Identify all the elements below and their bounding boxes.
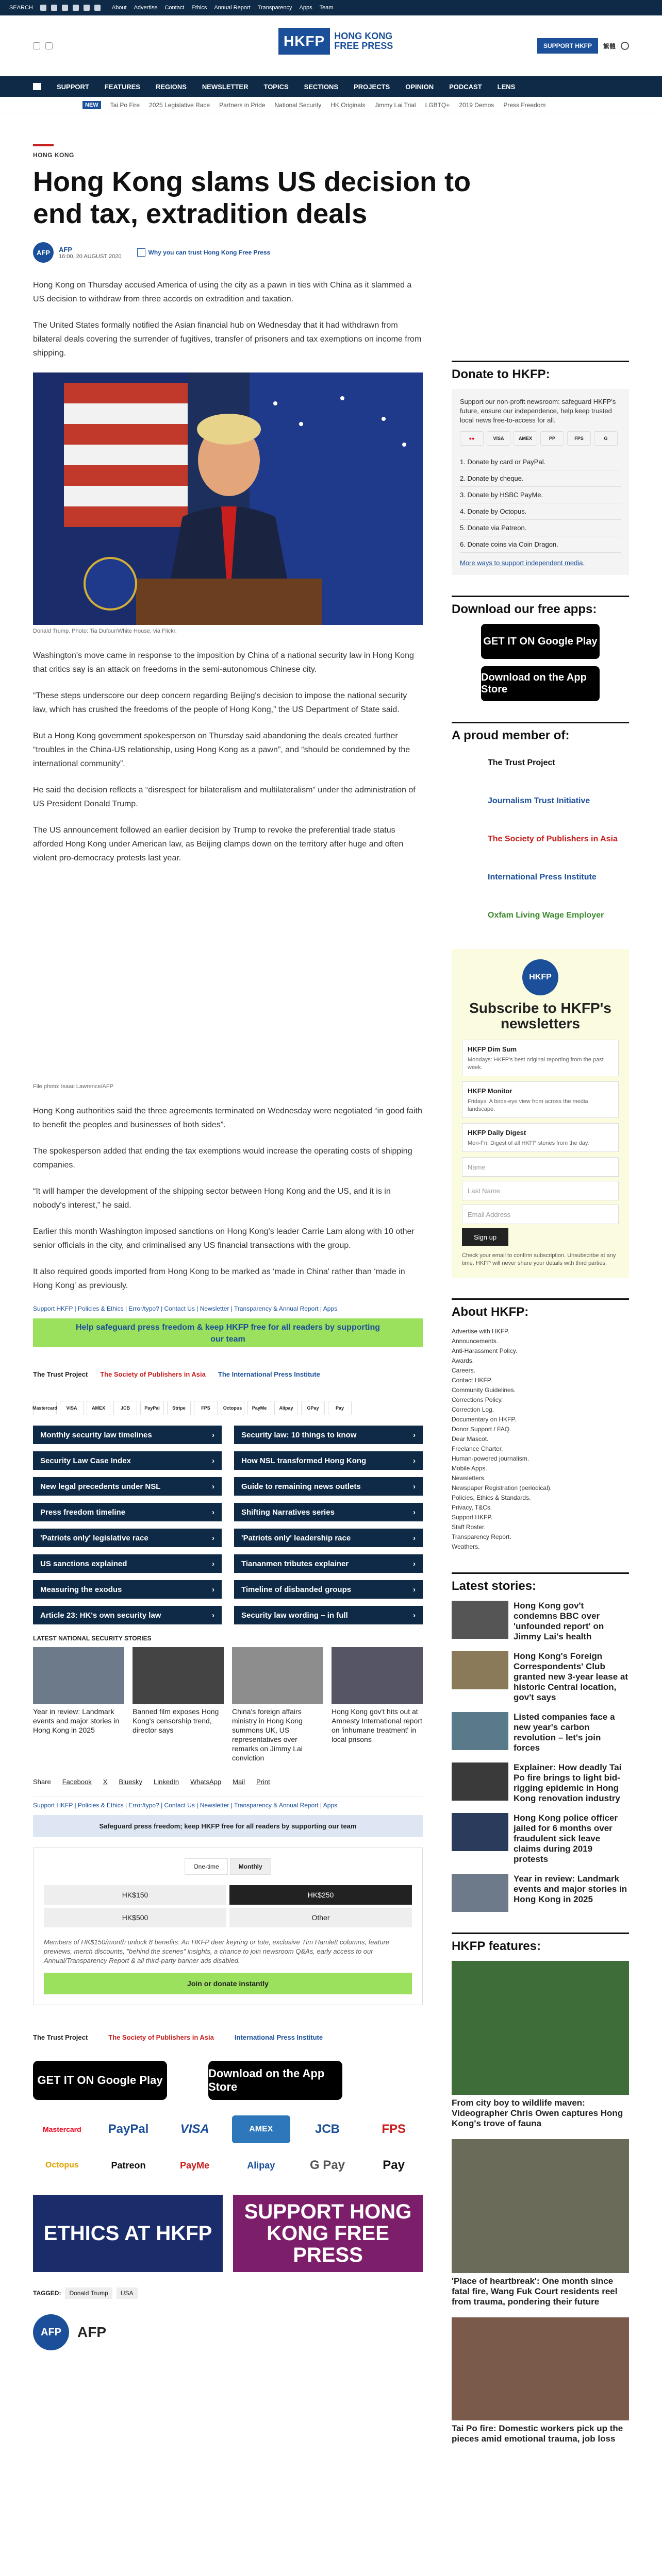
arrow-icon: › <box>413 1585 416 1594</box>
app-store-button[interactable]: Download on the App Store <box>481 666 600 701</box>
tags-label: TAGGED: <box>33 2290 61 2297</box>
arrow-icon: › <box>413 1611 416 1620</box>
header-right <box>537 38 629 54</box>
about-link[interactable]: Announcements. <box>452 1337 499 1345</box>
new-badge: NEW <box>82 101 101 109</box>
trending-subnav <box>0 97 662 113</box>
gpay-icon[interactable]: GPay <box>301 1401 325 1415</box>
main-nav <box>0 76 662 97</box>
nsl-link[interactable]: Timeline of disbanded groups › <box>234 1580 423 1599</box>
nsl-link[interactable]: Guide to remaining news outlets › <box>234 1477 423 1496</box>
subnav-item[interactable]: Jimmy Lai Trial <box>374 101 416 109</box>
about-link[interactable]: Anti-Harassment Policy. <box>452 1347 518 1354</box>
topbar-link-team[interactable]: Team <box>319 5 334 11</box>
user-icon[interactable] <box>621 42 629 50</box>
nsl-link[interactable]: Measuring the exodus › <box>33 1580 222 1599</box>
paragraph: “These steps underscore our deep concern regarding Beijing's decision to impose the national security law, which has crushed the freedoms of the people of Hong Kong,” the US Department of State said. <box>33 691 407 714</box>
nsl-link[interactable]: Press freedom timeline › <box>33 1503 222 1521</box>
name-input[interactable]: Name <box>462 1157 619 1177</box>
google-play-button[interactable]: GET IT ON Google Play <box>33 2061 167 2100</box>
latest-security-title: LATEST NATIONAL SECURITY STORIES <box>33 1635 152 1642</box>
trust-project-logo[interactable]: The Trust Project <box>488 758 555 767</box>
tag[interactable]: Donald Trump <box>65 2287 112 2299</box>
story-thumbnail <box>452 1651 508 1689</box>
nsl-link[interactable]: Monthly security law timelines › <box>33 1426 222 1444</box>
story-item[interactable]: Hong Kong's Foreign Correspondents' Club granted new 3-year lease at historic Central location, gov't says <box>452 1651 629 1703</box>
latest-stories-title: Latest stories: <box>452 1572 629 1594</box>
sidebar <box>452 361 629 2454</box>
ipi-logo[interactable]: International Press Institute <box>234 2033 323 2041</box>
story-thumbnail <box>452 1874 508 1912</box>
amount-option[interactable]: Other <box>229 1908 412 1927</box>
nav-podcast[interactable]: PODCAST <box>449 82 482 91</box>
membership-benefits: Members of HK$150/month unlock 8 benefits: An HKFP deer keyring or tote, exclusive Tim Hamlett columns, feature previews, merch discounts, "behind the scenes" insights, a chance to join newsroom Q&As, early access to our Annual/Transparency Report & all third-party banner ads disabled. <box>44 1938 390 1964</box>
oxfam-logo[interactable]: Oxfam Living Wage Employer <box>488 911 604 920</box>
story-thumbnail <box>452 1712 508 1750</box>
article-photo <box>33 372 423 625</box>
payment-cards <box>33 1401 423 1415</box>
applepay-icon[interactable]: Pay <box>328 1401 352 1415</box>
share-bluesky[interactable]: Bluesky <box>119 1778 142 1786</box>
search-link[interactable]: SEARCH <box>9 5 33 11</box>
subnav-item[interactable]: National Security <box>274 101 322 109</box>
partner-logos <box>33 1363 423 1385</box>
amex-icon[interactable]: AMEX <box>87 1401 110 1415</box>
gpay-icon[interactable]: G <box>594 431 618 446</box>
applepay-logo[interactable]: Pay <box>383 2158 405 2172</box>
site-logo[interactable] <box>278 28 393 55</box>
about-link[interactable]: Correction Log. <box>452 1406 494 1413</box>
trust-project-logo[interactable]: The Trust Project <box>33 2033 88 2041</box>
subnav-item[interactable]: LGBTQ+ <box>425 101 450 109</box>
amount-option[interactable]: HK$500 <box>44 1908 226 1927</box>
donate-option[interactable]: 1. Donate by card or PayPal. <box>460 454 621 470</box>
arrow-icon: › <box>212 1507 214 1517</box>
about-link[interactable]: Contact HKFP. <box>452 1377 492 1384</box>
monthly-option[interactable]: Monthly <box>230 1858 271 1875</box>
search-icon[interactable] <box>45 42 53 49</box>
payment-logos <box>33 2115 423 2179</box>
nav-topics[interactable]: TOPICS <box>263 82 289 91</box>
patreon-logo[interactable]: Patreon <box>111 2160 146 2171</box>
arrow-icon: › <box>212 1430 214 1439</box>
tags-row <box>33 2287 423 2299</box>
visa-logo[interactable]: VISA <box>180 2122 209 2136</box>
about-link[interactable]: Mobile Apps. <box>452 1465 487 1472</box>
topbar-link-ethics[interactable]: Ethics <box>191 5 207 11</box>
trust-project-logo[interactable]: The Trust Project <box>33 1370 88 1378</box>
about-link[interactable]: Awards. <box>452 1357 474 1364</box>
arrow-icon: › <box>413 1456 416 1465</box>
jcb-logo[interactable]: JCB <box>315 2122 340 2136</box>
topbar-link-contact[interactable]: Contact <box>164 5 185 11</box>
amount-options <box>44 1885 412 1927</box>
trust-icon <box>137 248 145 257</box>
paypal-icon[interactable]: PP <box>540 431 564 446</box>
octopus-logo[interactable]: Octopus <box>45 2161 79 2170</box>
share-bar <box>33 1778 423 1786</box>
about-link[interactable]: Community Guidelines. <box>452 1386 516 1394</box>
footer-partner-logos <box>33 2026 423 2048</box>
share-whatsapp[interactable]: WhatsApp <box>190 1778 222 1786</box>
arrow-icon: › <box>413 1559 416 1568</box>
story-thumbnail <box>452 1762 508 1801</box>
author-name[interactable]: AFP <box>77 2324 106 2340</box>
nsl-link[interactable]: Article 23: HK's own security law › <box>33 1606 222 1624</box>
article-title: Hong Kong slams US decision to end tax, extradition deals <box>33 166 471 229</box>
newsletter-option[interactable]: HKFP Dim Sum Mondays: HKFP's best original reporting from the past week. <box>462 1040 619 1076</box>
about-link[interactable]: Freelance Charter. <box>452 1445 503 1452</box>
support-banner[interactable]: Help safeguard press freedom & keep HKFP free for all readers by supporting our team <box>33 1318 423 1347</box>
latest-security-stories <box>33 1647 423 1762</box>
nsl-link[interactable]: New legal precedents under NSL › <box>33 1477 222 1496</box>
nsl-link[interactable]: 'Patriots only' legislative race › <box>33 1529 222 1547</box>
donate-text[interactable]: Support our non-profit newsroom: safeguard HKFP's future, ensure our independence, help keep trusted local news free-to-access for all. <box>460 398 616 424</box>
safeguard-banner[interactable]: Safeguard press freedom; keep HKFP free for all readers by supporting our team <box>33 1815 423 1837</box>
nav-newsletter[interactable]: NEWSLETTER <box>202 82 249 91</box>
about-link[interactable]: Policies, Ethics & Standards. <box>452 1494 531 1501</box>
header-left-icons <box>33 42 53 49</box>
nsl-link[interactable]: 'Patriots only' leadership race › <box>234 1529 423 1547</box>
fps-icon[interactable]: FPS <box>194 1401 218 1415</box>
story-thumbnail <box>332 1647 423 1704</box>
donate-options <box>460 454 621 553</box>
arrow-icon: › <box>212 1559 214 1568</box>
article-body <box>33 278 423 2350</box>
author-name[interactable]: AFP <box>59 245 72 253</box>
feature-card[interactable]: 'Place of heartbreak': One month since fatal fire, Wang Fuk Court residents reel from trauma, pondering their future <box>452 2139 629 2307</box>
topbar-link-advertise[interactable]: Advertise <box>134 5 158 11</box>
amount-option[interactable]: HK$150 <box>44 1885 226 1905</box>
about-link[interactable]: Newsletters. <box>452 1475 486 1482</box>
story-thumbnail <box>452 1813 508 1851</box>
last-name-input[interactable]: Last Name <box>462 1181 619 1200</box>
nsl-link[interactable]: Security law: 10 things to know › <box>234 1426 423 1444</box>
newsletter-box <box>452 949 629 1278</box>
about-link[interactable]: Donor Support / FAQ. <box>452 1426 511 1433</box>
story-card[interactable]: Banned film exposes Hong Kong's censorship trend, director says <box>133 1647 224 1762</box>
subnav-item[interactable]: HK Originals <box>330 101 366 109</box>
newsletter-title: Subscribe to HKFP's newsletters <box>469 1000 611 1031</box>
paragraph: The United States formally notified the Asian financial hub on Wednesday that it had withdrawn from bilateral deals covering the surrender of fugitives, transfer of prisoners and tax exemptions on income from shipping. <box>33 321 422 358</box>
app-download-buttons <box>33 2061 423 2100</box>
amex-logo[interactable]: AMEX <box>232 2115 290 2143</box>
arrow-icon: › <box>413 1482 416 1491</box>
arrow-icon: › <box>212 1611 214 1620</box>
paragraph: “It will hamper the development of the shipping sector between Hong Kong and the US, and it is in nobody's interest,” he said. <box>33 1187 391 1210</box>
about-link[interactable]: Privacy, T&Cs. <box>452 1504 492 1511</box>
author-box <box>33 2314 423 2350</box>
app-store-button[interactable]: Download on the App Store <box>208 2061 342 2100</box>
donate-option[interactable]: 5. Donate via Patreon. <box>460 520 621 536</box>
linkedin-icon[interactable] <box>73 5 79 11</box>
topbar-link-about[interactable]: About <box>111 5 127 11</box>
features-title: HKFP features: <box>452 1933 629 1954</box>
about-link[interactable]: Documentary on HKFP. <box>452 1416 517 1423</box>
menu-icon[interactable] <box>33 42 40 49</box>
subnav-item[interactable]: Tai Po Fire <box>110 101 140 109</box>
about-title: About HKFP: <box>452 1298 629 1319</box>
about-link[interactable]: Advertise with HKFP. <box>452 1328 509 1335</box>
logo-text: HONG KONG FREE PRESS <box>334 31 393 51</box>
share-facebook[interactable]: Facebook <box>62 1778 92 1786</box>
paragraph: The spokesperson added that ending the tax exemptions would increase the operating costs of shipping companies. <box>33 1147 412 1170</box>
jcb-icon[interactable]: JCB <box>113 1401 137 1415</box>
stripe-icon[interactable]: Stripe <box>167 1401 191 1415</box>
share-mail[interactable]: Mail <box>233 1778 245 1786</box>
article-category[interactable]: HONG KONG <box>33 151 74 159</box>
arrow-icon: › <box>413 1533 416 1543</box>
nav-lens[interactable]: LENS <box>497 82 516 91</box>
member-title: A proud member of: <box>452 722 629 743</box>
photo-caption: Donald Trump. Photo: Tia Dufour/White House, via Flickr. <box>33 628 177 634</box>
hkfp-badge: HKFP <box>522 959 558 995</box>
ipi-logo[interactable]: The International Press Institute <box>218 1370 320 1378</box>
arrow-icon: › <box>413 1430 416 1439</box>
newsletter-disclaimer: Check your email to confirm subscription. Unsubscribe at any time. HKFP will never share your details with third parties. <box>462 1252 616 1266</box>
topbar-links <box>112 5 334 11</box>
arrow-icon: › <box>212 1456 214 1465</box>
join-button[interactable]: Join or donate instantly <box>44 1973 412 1994</box>
publish-date: 16:00, 20 AUGUST 2020 <box>59 253 122 260</box>
x-icon[interactable] <box>51 5 57 11</box>
nav-sections[interactable]: SECTIONS <box>304 82 339 91</box>
about-link[interactable]: Support HKFP. <box>452 1514 493 1521</box>
topbar-link-apps[interactable]: Apps <box>299 5 312 11</box>
mastercard-icon[interactable]: Mastercard <box>33 1401 57 1415</box>
support-links-row[interactable]: Support HKFP | Policies & Ethics | Error/typo? | Contact Us | Newsletter | Transparency & Annual Report | Apps <box>33 1796 423 1809</box>
frequency-toggle <box>44 1858 412 1875</box>
nsl-link[interactable]: Security law wording – in full › <box>234 1606 423 1624</box>
payme-logo[interactable]: PayMe <box>180 2160 210 2171</box>
visa-icon[interactable]: VISA <box>60 1401 84 1415</box>
nsl-link[interactable]: Security Law Case Index › <box>33 1451 222 1470</box>
google-play-button[interactable]: GET IT ON Google Play <box>481 624 600 659</box>
social-icons <box>40 5 101 11</box>
sidebar-app-buttons <box>452 624 629 701</box>
about-link[interactable]: Human-powered journalism. <box>452 1455 529 1462</box>
donate-title: Donate to HKFP: <box>452 361 629 382</box>
paragraph: But a Hong Kong government spokesperson on Thursday said abandoning the deals created further “troubles in the China-US relationship, using Hong Kong as a pawn”, and “should be condemned by the international community”. <box>33 732 410 768</box>
rss-icon[interactable] <box>94 5 101 11</box>
subnav-item[interactable]: 2025 Legislative Race <box>149 101 210 109</box>
story-thumbnail <box>33 1647 124 1704</box>
nav-support[interactable]: SUPPORT <box>57 82 89 91</box>
alipay-icon[interactable]: Alipay <box>274 1401 298 1415</box>
payme-icon[interactable]: PayMe <box>247 1401 271 1415</box>
about-link[interactable]: Newspaper Registration (periodical). <box>452 1484 552 1492</box>
paragraph: Hong Kong on Thursday accused America of using the city as a pawn in ties with China as it slammed a US decision to withdraw from three accords on extradition and taxation. <box>33 281 412 303</box>
topbar-link-transparency[interactable]: Transparency <box>257 5 292 11</box>
nsl-link[interactable]: Tiananmen tributes explainer › <box>234 1554 423 1573</box>
sopa-logo[interactable]: The Society of Publishers in Asia <box>100 1370 206 1378</box>
subnav-item[interactable]: 2019 Demos <box>459 101 494 109</box>
feature-card[interactable]: From city boy to wildlife maven: Videographer Chris Owen captures Hong Kong's trove of fauna <box>452 1961 629 2129</box>
mastercard-logo[interactable]: Mastercard <box>42 2125 81 2133</box>
feature-image <box>452 1961 629 2095</box>
author-avatar[interactable]: AFP <box>33 242 54 263</box>
story-thumbnail <box>133 1647 224 1704</box>
subnav-item[interactable]: Partners in Pride <box>219 101 266 109</box>
logo-mark: HKFP <box>278 28 330 55</box>
about-link[interactable]: Corrections Policy. <box>452 1396 503 1403</box>
story-card[interactable]: Year in review: Landmark events and major stories in Hong Kong in 2025 <box>33 1647 124 1762</box>
photo-caption: File photo: Isaac Lawrence/AFP <box>33 1083 113 1090</box>
share-linkedin[interactable]: LinkedIn <box>154 1778 179 1786</box>
about-link[interactable]: Weathers. <box>452 1543 480 1550</box>
topbar-link-annual-report[interactable]: Annual Report <box>214 5 251 11</box>
newsletter-option[interactable]: HKFP Monitor Fridays: A birds-eye view from across the media landscape. <box>462 1081 619 1118</box>
nav-regions[interactable]: REGIONS <box>155 82 187 91</box>
share-print[interactable]: Print <box>256 1778 270 1786</box>
story-item[interactable]: Hong Kong police officer jailed for 6 months over fraudulent sick leave claims during 2019 protests <box>452 1813 629 1865</box>
arrow-icon: › <box>413 1507 416 1517</box>
fps-logo[interactable]: FPS <box>382 2122 406 2136</box>
feature-image <box>452 2139 629 2273</box>
paragraph: It also required goods imported from Hong Kong to be marked as ‘made in China' rather than ‘made in Hong Kong' as previously. <box>33 1267 405 1290</box>
alipay-logo[interactable]: Alipay <box>247 2160 275 2171</box>
donate-option[interactable]: 3. Donate by HSBC PayMe. <box>460 487 621 503</box>
nav-projects[interactable]: PROJECTS <box>354 82 390 91</box>
ethics-banner[interactable]: ETHICS AT HKFP <box>33 2195 223 2272</box>
donate-option[interactable]: 6. Donate coins via Coin Dragon. <box>460 536 621 553</box>
author-avatar[interactable]: AFP <box>33 2314 69 2350</box>
site-header <box>0 15 662 76</box>
signup-button[interactable]: Sign up <box>462 1228 508 1246</box>
nsl-link[interactable]: Shifting Narratives series › <box>234 1503 423 1521</box>
nav-opinion[interactable]: OPINION <box>405 82 434 91</box>
facebook-icon[interactable] <box>40 5 46 11</box>
fps-icon[interactable]: FPS <box>567 431 591 446</box>
ad-placeholder <box>33 877 423 1083</box>
latest-stories-list <box>452 1601 629 1912</box>
arrow-icon: › <box>212 1585 214 1594</box>
paypal-logo[interactable]: PayPal <box>108 2122 149 2136</box>
visa-icon[interactable]: VISA <box>487 431 510 446</box>
paragraph: The US announcement followed an earlier decision by Trump to revoke the preferential trade status afforded Hong Kong under American law, as Beijing clamps down on the territory after huge and often violent pro-democracy protests last year. <box>33 826 404 862</box>
feature-card[interactable]: Tai Po fire: Domestic workers pick up the pieces amid emotional trauma, job loss <box>452 2317 629 2444</box>
support-links-row[interactable]: Support HKFP | Policies & Ethics | Error/typo? | Contact Us | Newsletter | Transparency & Annual Report | Apps <box>33 1305 338 1312</box>
support-hkfp-button[interactable]: SUPPORT HKFP <box>537 38 598 54</box>
story-thumbnail <box>232 1647 323 1704</box>
gpay-logo[interactable]: G Pay <box>309 2158 345 2172</box>
amex-icon[interactable]: AMEX <box>514 431 537 446</box>
sopa-logo[interactable]: The Society of Publishers in Asia <box>488 835 618 843</box>
newsletter-option[interactable]: HKFP Daily Digest Mon-Fri: Digest of all HKFP stories from the day. <box>462 1123 619 1152</box>
more-ways-link[interactable]: More ways to support independent media. <box>460 559 585 567</box>
sopa-logo[interactable]: The Society of Publishers in Asia <box>108 2033 214 2041</box>
share-label: Share <box>33 1778 51 1786</box>
story-item[interactable]: Listed companies face a new year's carbon revolution – let's join forces <box>452 1712 629 1753</box>
paragraph: Washington's move came in response to the imposition by China of a national security law in Hong Kong that critics say is an attack on freedoms in the semi-autonomous Chinese city. <box>33 651 414 674</box>
ipi-logo[interactable]: International Press Institute <box>488 873 597 882</box>
story-item[interactable]: Explainer: How deadly Tai Po fire brings to light bid-rigging epidemic in Hong Kong renovation industry <box>452 1762 629 1804</box>
paragraph: Hong Kong authorities said the three agreements terminated on Wednesday were negotiated “in good faith to benefit the peoples and businesses of both sides”. <box>33 1107 422 1129</box>
nsl-link[interactable]: How NSL transformed Hong Kong › <box>234 1451 423 1470</box>
byline <box>33 242 629 263</box>
donate-option[interactable]: 2. Donate by cheque. <box>460 470 621 487</box>
email-input[interactable]: Email Address <box>462 1205 619 1224</box>
trust-link[interactable]: Why you can trust Hong Kong Free Press <box>137 248 271 257</box>
arrow-icon: › <box>212 1533 214 1543</box>
mastercard-icon[interactable]: ●● <box>460 431 484 446</box>
category-accent <box>33 144 54 146</box>
promo-banners <box>33 2195 423 2272</box>
about-link[interactable]: Dear Mascot. <box>452 1435 489 1443</box>
top-utility-bar <box>0 0 662 15</box>
arrow-icon: › <box>212 1482 214 1491</box>
paypal-icon[interactable]: PayPal <box>140 1401 164 1415</box>
story-item[interactable]: Year in review: Landmark events and major stories in Hong Kong in 2025 <box>452 1874 629 1912</box>
donation-form <box>33 1848 423 2005</box>
donate-box <box>452 389 629 575</box>
one-time-option[interactable]: One-time <box>185 1858 227 1875</box>
nav-features[interactable]: FEATURES <box>104 82 140 91</box>
jti-logo[interactable]: Journalism Trust Initiative <box>488 796 590 805</box>
nsl-explainers-grid <box>33 1426 423 1624</box>
donate-option[interactable]: 4. Donate by Octopus. <box>460 503 621 520</box>
story-card[interactable]: Hong Kong gov't hits out at Amnesty International report on 'inhumane treatment' in local prisons <box>332 1647 423 1762</box>
about-link[interactable]: Staff Roster. <box>452 1523 486 1531</box>
octopus-icon[interactable]: Octopus <box>221 1401 244 1415</box>
member-logos <box>452 750 629 928</box>
story-thumbnail <box>452 1601 508 1639</box>
language-switch[interactable]: 繁體 <box>603 42 616 50</box>
tag[interactable]: USA <box>117 2287 138 2299</box>
instagram-icon[interactable] <box>62 5 68 11</box>
trump-photo-illustration <box>33 372 423 625</box>
support-banner-image[interactable]: SUPPORT HONG KONG FREE PRESS <box>233 2195 423 2272</box>
donate-card-icons <box>460 431 621 446</box>
paragraph: He said the decision reflects a “disrespect for bilateralism and multilateralism” under the administration of US President Donald Trump. <box>33 786 416 808</box>
about-section <box>452 1298 629 1552</box>
paragraph: Earlier this month Washington imposed sanctions on Hong Kong's leader Carrie Lam along with 10 other senior officials in the city, and criminalised any US financial transactions with the group. <box>33 1227 415 1250</box>
youtube-icon[interactable] <box>84 5 90 11</box>
about-link[interactable]: Transparency Report. <box>452 1533 511 1540</box>
about-link[interactable]: Careers. <box>452 1367 476 1374</box>
subnav-item[interactable]: Press Freedom <box>503 101 546 109</box>
apps-title: Download our free apps: <box>452 596 629 617</box>
article-wrapper <box>32 144 629 2444</box>
share-x[interactable]: X <box>103 1778 108 1786</box>
story-card[interactable]: China's foreign affairs ministry in Hong Kong summons UK, US representatives over remarks on Jimmy Lai conviction <box>232 1647 323 1762</box>
amount-option[interactable]: HK$250 <box>229 1885 412 1905</box>
about-links <box>452 1327 629 1552</box>
feature-image <box>452 2317 629 2420</box>
home-icon[interactable] <box>33 83 41 90</box>
nsl-link[interactable]: US sanctions explained › <box>33 1554 222 1573</box>
story-item[interactable]: Hong Kong gov't condemns BBC over 'unfounded report' on Jimmy Lai's health <box>452 1601 629 1642</box>
